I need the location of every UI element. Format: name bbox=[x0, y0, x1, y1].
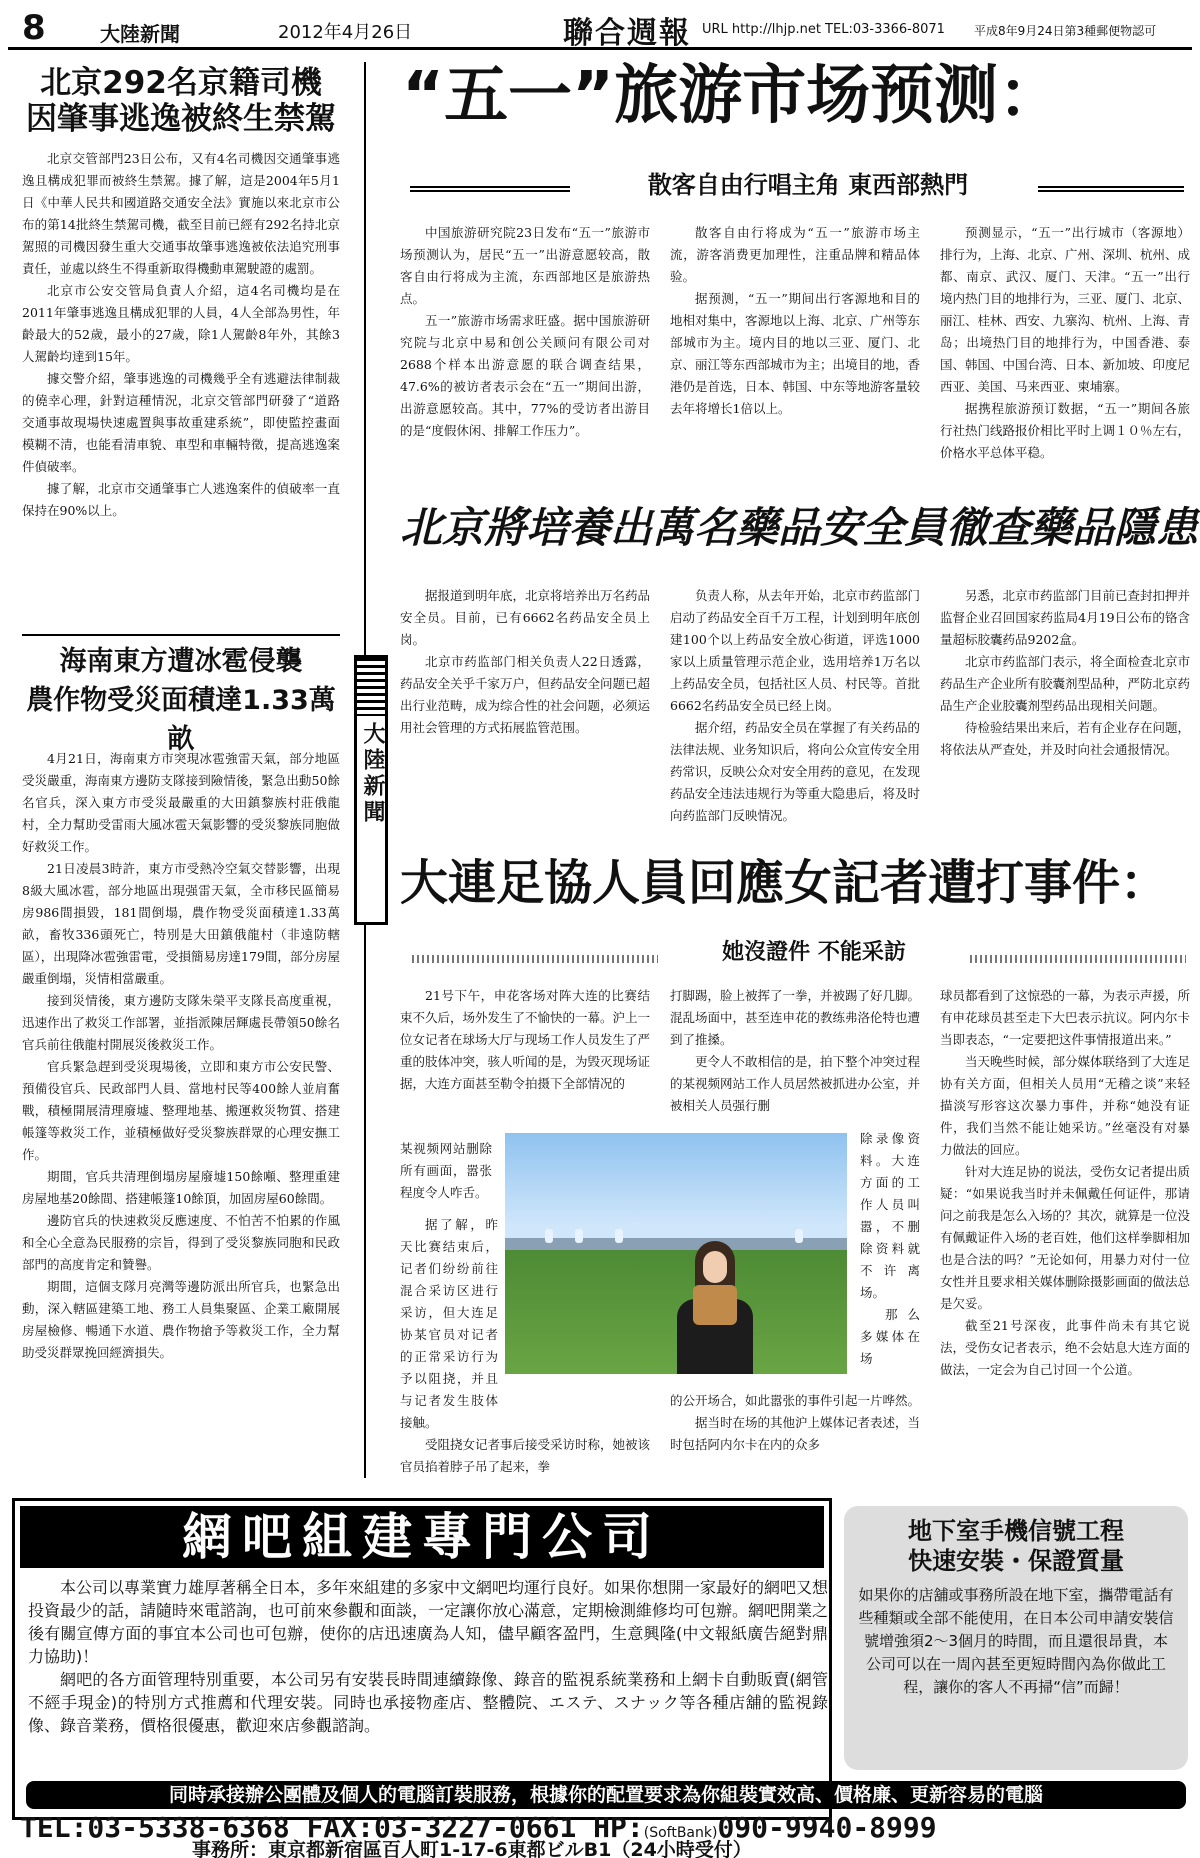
paragraph: 期間，這個支隊月亮灣等邊防派出所官兵，也緊急出動，深入轄區建築工地、務工人員集聚區、企業工廠開展房屋檢修、暢通下水道、農作物搶予等救災工作，全力幫助受災群眾挽回經濟損失。 bbox=[22, 1279, 340, 1360]
photo-player bbox=[575, 1229, 583, 1243]
reporter-photo bbox=[505, 1133, 847, 1374]
paragraph: 邊防官兵的快速救災反應速度、不怕苦不怕累的作風和全心全意為民服務的宗旨，得到了受災黎族同胞和民政部門的高度肯定和贊譽。 bbox=[22, 1213, 340, 1272]
left-article-2-title: 海南東方遭冰雹侵襲 農作物受災面積達1.33萬畝 bbox=[26, 646, 336, 756]
paragraph: 球员都看到了这惊恐的一幕，为表示声援，所有申花球员甚至走下大巴表示抗议。阿内尔卡当即表态，“一定要把这件事情报道出来。” bbox=[940, 988, 1191, 1047]
ad-side-title-1: 地下室手機信號工程 bbox=[908, 1517, 1124, 1545]
url-tel: URL http://lhjp.net TEL:03-3366-8071 bbox=[702, 22, 945, 37]
main-article-3-col-1-bottom bbox=[400, 1214, 498, 1434]
paragraph: 据介绍，药品安全员在掌握了有关药品的法律法规、业务知识后，将向公众宣传安全用药常识，反映公众对安全用药的意见，在发现药品安全违法违规行为等重大隐患后，将及时向药监部门反映情况。 bbox=[670, 720, 921, 823]
paragraph: 预测显示，“五一”出行城市（客源地）排行为，上海、北京、广州、深圳、杭州、成都、南京、武汉、厦门、天津。“五一”出行境内热门目的地排行为，三亚、厦门、北京、丽江、桂林、西安、九寨沟、杭州、上海、青岛；出境热门目的地排行为，中国香港、泰国、韩国、中国台湾、日本、新加坡、印度尼西亚、美国、马来西亚、柬埔寨。 bbox=[940, 225, 1191, 394]
main-article-3-col-1-narrow bbox=[400, 1138, 492, 1204]
paragraph: 據了解，北京市交通肇事亡人逃逸案件的偵破率一直保持在90%以上。 bbox=[22, 481, 340, 518]
main-article-3-col-2-right bbox=[860, 1128, 920, 1370]
paragraph: 北京市药监部门相关负责人22日透露，药品安全关乎千家万户，但药品安全问题已超出行业范畴，成为综合性的社会问题，必须运用社会管理的方式拓展监管范围。 bbox=[400, 654, 651, 735]
ad-side-box bbox=[844, 1506, 1188, 1770]
divider bbox=[22, 634, 340, 636]
paragraph: 另悉，北京市药监部门目前已查封扣押并监督企业召回国家药监局4月19日公布的铬含量超标胶囊药品9202盒。 bbox=[940, 588, 1191, 647]
paragraph: 负责人称，从去年开始，北京市药监部门启动了药品安全百千万工程，计划到明年底创建100个以上药品安全放心街道，评选1000家以上质量管理示范企业，选用培养1万名以上药品安全员，包括社区人员、村民等。首批6662名药品安全员已经上岗。 bbox=[670, 588, 921, 713]
paragraph: 受阻挠女记者事后接受采访时称，她被该官员掐着脖子吊了起来，拳 bbox=[400, 1437, 651, 1474]
paragraph: 官兵緊急趕到受災現場後，立即和東方市公安民警、預備役官兵、民政部門人員、當地村民等400餘人並肩奮戰，積極開展清理廢墟、整理地基、搬運救災物質、搭建帳篷等救災工作，並積極做好受災黎族群眾的心理安撫工作。 bbox=[22, 1059, 340, 1162]
photo-player bbox=[615, 1229, 623, 1243]
ad-service-bar: 同時承接辦公團體及個人的電腦訂裝服務，根據你的配置要求為你組裝實效高、價格廉、更新容易的電腦 bbox=[26, 1781, 1186, 1809]
masthead: 聯合週報 bbox=[563, 16, 691, 51]
tag-stripes bbox=[357, 658, 385, 716]
main-article-3-col-3 bbox=[940, 985, 1190, 1381]
main-article-3-subtitle: 她沒證件 不能采訪 bbox=[722, 940, 906, 965]
paragraph: 北京交管部門23日公布，又有4名司機因交通肇事逃逸且構成犯罪而被終生禁駕。據了解，這是2004年5月1日《中華人民共和國道路交通安全法》實施以來北京市公布的第14批終生禁駕司機，截至目前已經有292名持北京駕照的司機因發生重大交通事故肇事逃逸被依法追究刑事責任，並處以終生不得重新取得機動車駕駛證的處罰。 bbox=[22, 151, 340, 276]
paragraph: 截至21号深夜，此事件尚未有其它说法，受伤女记者表示，绝不会姑息大连方面的做法，一定会为自己讨回一个公道。 bbox=[940, 1318, 1191, 1377]
left-article-2-body bbox=[22, 748, 340, 1476]
paragraph: 更令人不敢相信的是，拍下整个冲突过程的某视频网站工作人员居然被抓进办公室，并被相关人员强行删 bbox=[670, 1054, 921, 1113]
softbank-label: (SoftBank) bbox=[643, 1825, 718, 1841]
paragraph: 五一”旅游市场需求旺盛。据中国旅游研究院与北京中易和创公关顾问有限公司对2688个样本出游意愿的联合调查结果，47.6%的被访者表示会在“五一”期间出游，出游意愿较高。其中，77%的受访者出游目的是“度假休闲、排解工作压力”。 bbox=[400, 313, 650, 438]
ad-mobile: 090-9940-8999 bbox=[717, 1811, 937, 1844]
paragraph: 4月21日，海南東方市突現冰雹強雷天氣，部分地區受災嚴重，海南東方邊防支隊接到險情後，緊急出動50餘名官兵，深入東方市受災最嚴重的大田鎮黎族村莊俄龍村，全力幫助受雷雨大風冰雹天氣影響的受災黎族同胞做好救災工作。 bbox=[22, 751, 340, 854]
section-tag-text: 大陸新聞 bbox=[360, 722, 385, 826]
paragraph: 据预测，“五一”期间出行客源地和目的地相对集中，客源地以上海、北京、广州等东部城市为主。境内目的地以三亚、厦门、北京、丽江等东西部城市为主；出境目的地，香港仍是首选，日本、韩国、中东等地游客量较去年将增长1倍以上。 bbox=[670, 291, 921, 416]
left-article-1-title: 北京292名京籍司機 因肇事逃逸被終生禁駕 bbox=[26, 65, 336, 137]
postal-permit: 平成8年9月24日第3種郵便物認可 bbox=[974, 24, 1157, 38]
main-article-2-col-2 bbox=[670, 585, 920, 827]
newspaper-page bbox=[8, 0, 1199, 1858]
main-article-1-col-3 bbox=[940, 222, 1190, 464]
ad-side-text: 如果你的店舖或事務所設在地下室，攜帶電話有些種類或全部不能使用，在日本公司申請安裝信號增強須2～3個月的時間，而且還很昂貴，本公司可以在一周內甚至更短時間內為你做此工程，讓你的客人不再掃“信”而歸！ bbox=[858, 1586, 1174, 1696]
main-article-2-col-1 bbox=[400, 585, 650, 739]
issue-date: 2012年4月26日 bbox=[278, 22, 413, 43]
main-article-3-col-1-end bbox=[400, 1434, 650, 1478]
paragraph: 據交警介紹，肇事逃逸的司機幾乎全有逃避法律制裁的僥幸心理，針對這種情況，北京交管部門研發了“道路交通事故現場快速處置與事故重建系統”，即使監控畫面模糊不清，也能看清車貌、車型和車輛特徵，提高逃逸案件偵破率。 bbox=[22, 371, 340, 474]
paragraph: 21号下午，申花客场对阵大连的比赛结束不久后，场外发生了不愉快的一幕。沪上一位女记者在球场大厅与现场工作人员发生了严重的肢体冲突，骇人听闻的是，为毁灭现场证据，大连方面甚至勒令拍摄下全部情况的 bbox=[400, 988, 651, 1091]
page-number: 8 bbox=[22, 8, 46, 48]
paragraph: 待检验结果出来后，若有企业存在问题，将依法从严查处，并及时向社会通报情况。 bbox=[940, 720, 1191, 757]
paragraph: 本公司以專業實力雄厚著稱全日本，多年來組建的多家中文網吧均運行良好。如果你想開一家最好的網吧又想投資最少的話，請隨時來電諮詢，也可前來參觀和面談，一定讓你放心滿意，定期檢測維修均可包辦。網吧開業之後有關宣傳方面的事宜本公司也可包辦，使你的店迅速廣為人知，儘早顧客盈門，生意興隆(中文報紙廣告絕對鼎力協助)！ bbox=[28, 1578, 829, 1666]
photo-reporter bbox=[665, 1241, 765, 1374]
main-article-3-col-2-bottom bbox=[670, 1390, 920, 1456]
section-tag bbox=[354, 655, 388, 925]
ad-tel-fax: TEL:03-5338-6368 FAX:03-3227-0661 HP: bbox=[20, 1811, 644, 1844]
left-article-1-body bbox=[22, 148, 340, 626]
paragraph: 据携程旅游预订数据，“五一”期间各旅行社热门线路报价相比平时上调１０％左右，价格水平总体平稳。 bbox=[940, 401, 1191, 460]
paragraph: 期間，官兵共清理倒塌房屋廢墟150餘噸、整理重建房屋地基20餘間、搭建帳篷10餘頂，加固房屋60餘間。 bbox=[22, 1169, 340, 1206]
paragraph: 据了解，昨天比赛结束后，记者们纷纷前往混合采访区进行采访，但大连足协某官员对记者的正常采访行为予以阻挠，并且与记者发生肢体接触。 bbox=[400, 1217, 498, 1430]
ad-body bbox=[28, 1576, 828, 1737]
paragraph: 北京市药监部门表示，将全面检查北京市药品生产企业所有胶囊剂型品种，严防北京药品生产企业胶囊剂型药品出现相关问题。 bbox=[940, 654, 1191, 713]
subtitle-rule-left bbox=[410, 186, 570, 192]
main-article-1-title: “五一”旅游市场预测： bbox=[402, 59, 1063, 133]
subtitle-rule-right bbox=[1038, 186, 1184, 192]
photo-player bbox=[545, 1229, 553, 1243]
ad-side-title-2: 快速安裝・保證質量 bbox=[908, 1547, 1124, 1575]
main-article-2-title: 北京將培養出萬名藥品安全員徹查藥品隱患 bbox=[400, 503, 1199, 552]
main-article-2-col-3 bbox=[940, 585, 1190, 761]
paragraph: 据报道到明年底，北京将培养出万名药品安全员。目前，已有6662名药品安全员上岗。 bbox=[400, 588, 651, 647]
main-article-1-subtitle: 散客自由行唱主角 東西部熱門 bbox=[647, 171, 969, 199]
ad-address: 事務所：東京都新宿區百人町1-17-6東都ビルB1（24小時受付） bbox=[192, 1839, 752, 1858]
main-article-3-title: 大連足協人員回應女記者遭打事件： bbox=[400, 855, 1169, 911]
paragraph: 北京市公安交管局負責人介紹，這4名司機均是在2011年肇事逃逸且構成犯罪的人員，4人全部為男性，年齡最大的52歲，最小的27歲，除1人駕齡8年外，其餘3人駕齡均達到15年。 bbox=[22, 283, 340, 364]
main-article-3-col-2-top bbox=[670, 985, 920, 1117]
paragraph: 除录像资料。大连方面的工作人员叫嚣，不删除资料就不许离场。 bbox=[860, 1131, 920, 1300]
subtitle-dash-left bbox=[412, 955, 658, 963]
main-article-3-col-1-top bbox=[400, 985, 650, 1095]
paragraph: 据当时在场的其他沪上媒体记者表述，当时包括阿内尔卡在内的众多 bbox=[670, 1415, 921, 1452]
paragraph: 散客自由行将成为“五一”旅游市场主流，游客消费更加理性，注重品牌和精品体验。 bbox=[670, 225, 920, 284]
ad-title: 網吧組建專門公司 bbox=[20, 1506, 824, 1568]
paragraph: 21日凌晨3時許，東方市受熱冷空氣交替影響，出現8級大風冰雹，部分地區出現强雷天氣，全市移民區簡易房986間損毀，181間倒塌，農作物受災面積達1.33萬畝，畜牧336頭死亡，特別是大田鎮俄龍村（非遠防轄區），出現降冰雹強雷電，受損簡易房達179間，部分房屋嚴重倒塌，災情相當嚴重。 bbox=[22, 861, 340, 986]
advertisement bbox=[8, 1492, 1192, 1858]
main-article-1-col-2 bbox=[670, 222, 920, 420]
photo-scarf bbox=[693, 1285, 737, 1325]
photo-face bbox=[703, 1251, 727, 1283]
section-name: 大陸新聞 bbox=[100, 22, 180, 46]
paragraph: 那么多媒体在场 bbox=[860, 1307, 920, 1366]
main-article-1-col-1 bbox=[400, 222, 650, 442]
paragraph: 当天晚些时候，部分媒体联络到了大连足协有关方面，但相关人员用“无稽之谈”来轻描淡写形容这次暴力事件，并称“她没有证件，我们当然不能让她采访。”丝毫没有对暴力做法的回应。 bbox=[940, 1054, 1191, 1157]
paragraph: 中国旅游研究院23日发布“五一”旅游市场预测认为，居民“五一”出游意愿较高，散客自由行将成为主流，东西部地区是旅游热点。 bbox=[400, 225, 650, 306]
page-header bbox=[8, 6, 1192, 50]
paragraph: 针对大连足协的说法，受伤女记者提出质疑：“如果说我当时并未佩戴任何证件，那请问之前我是怎么入场的？其次，就算是一位没有佩戴证件入场的老百姓，他们这样拳脚相加也是合法的吗？”无论如何，用暴力对付一位女性并且要求相关媒体删除摄影画面的做法总是欠妥。 bbox=[940, 1164, 1191, 1311]
subtitle-dash-right bbox=[970, 955, 1186, 963]
photo-player bbox=[795, 1229, 803, 1243]
paragraph: 的公开场合，如此嚣张的事件引起一片哗然。 bbox=[670, 1393, 921, 1408]
paragraph: 打脚踢，脸上被挥了一拳，并被踢了好几脚。混乱场面中，甚至连申花的教练弗洛伦特也遭到了推搡。 bbox=[670, 988, 921, 1047]
paragraph: 網吧的各方面管理特別重要，本公司另有安裝長時間連續錄像、錄音的監視系統業務和上網卡自動販賣(網管不經手現金)的特別方式推薦和代理安裝。同時也承接物產店、整體院、エステ、スナック等各種店舖的監視錄像、錄音業務，價格很優惠，歡迎來店參觀諮詢。 bbox=[28, 1670, 828, 1735]
paragraph: 接到災情後，東方邊防支隊朱榮平支隊長高度重視，迅速作出了救災工作部署，並指派陳居輝處長帶領50餘名官兵前往俄龍村開展災後救災工作。 bbox=[22, 993, 340, 1052]
paragraph: 某视频网站删除所有画面，嚣张程度令人咋舌。 bbox=[400, 1141, 492, 1200]
